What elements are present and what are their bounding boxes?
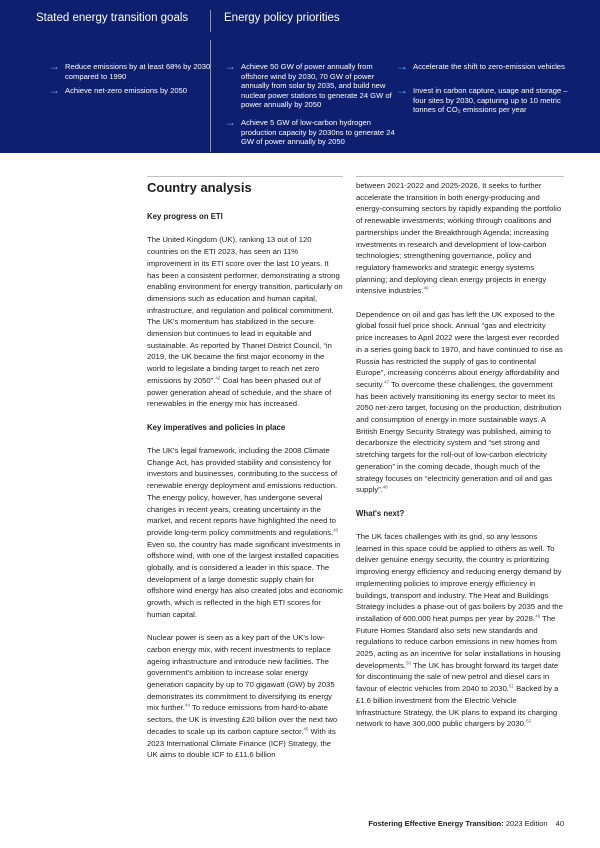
paragraph: The UK faces challenges with its grid, so any lessons learned in this space could be applied to others as well. To deliver genuine energy security, the country is prioritizing improving energy efficiency and reducing energy demand by implementing policies to improve energy efficiency in buildings, transport and industry. The Heat and Buildings Strategy includes a phase-out of gas boilers by 2035 and the installation of 600,000 heat pumps per year by 2028.49 The Future Homes Standard also sets new standards and regulations to reduce carbon emissions in new homes from 2025, acting as an incentive for solar installations in housing developments.$^{50}$ The UK has brought forward its target date for discontinuing the sale of new petrol and diesel cars in favour of electric vehicles from 2040 to 2030.51 Backed by a £1.6 billion investment from the Electric Vehicle Infrastructure Strategy, the UK plans to expand its charging network to have 300,000 public chargers by 2030.52 (356, 532, 563, 729)
goals-heading: Stated energy transition goals (36, 12, 189, 24)
column-rule (356, 176, 564, 177)
arrow-right-icon: → (224, 59, 236, 73)
priority-item: → Achieve 5 GW of low-carbon hydrogen production capacity by 2030ns to generate 24 GW of power annually by 2050 (224, 115, 395, 147)
section-heading: Key imperatives and policies in place (147, 422, 286, 432)
paragraph: The United Kingdom (UK), ranking 13 out of 120 countries on the ETI 2023, has seen an 11% improvement in its ETI score over the last 10 years. It has been a consistent performer, demonstrating a strong enabling environment for energy transition, particularly on dimensions such as education and human capital, infrastructure, and regulation and political commitment. The UK's momentum has stabilized in the secure dimension but continues to lead in equitable and sustainable. As reported by Thanet District Council, “in 2019, the UK became the first major economy in the world to legislate a binding target to reach net zero emissions by 2050”.$^{42}$ Coal has been phased out of power generation ahead of schedule, and the share of renewables in the energy mix has increased. (147, 235, 343, 409)
goal-item: → Reduce emissions by at least 68% by 2030 compared to 1990 (48, 59, 211, 81)
left-column (147, 180, 343, 773)
arrow-right-icon: → (396, 59, 408, 73)
arrow-right-icon: → (224, 115, 236, 129)
page-title: Country analysis (147, 180, 252, 195)
priority-item: → Achieve 50 GW of power annually from offshore wind by 2030, 70 GW of power annually from solar by 2035, and build new nuclear power stations to generate 24 GW of power annually by 2050 (224, 59, 392, 110)
arrow-right-icon: → (396, 83, 408, 97)
paragraph: Dependence on oil and gas has left the UK exposed to the global fossil fuel price shock. Annual “gas and electricity price increases to April 2022 were the largest ever recorded in a series going back to 1970, and have continued to rise as Russia has restricted the supply of gas to continental Europe”, increasing concerns about energy affordability and security.$^{47}$ To overcome these challenges, the government has been actively transitioning its energy sector to meet its 2050 net-zero target, focusing on the production, distribution and consumption of energy in more sustainable ways. A British Energy Security Strategy was published, aiming to decarbonize the electricity system and “set strong and stretching targets for the roll-out of low-carbon electricity generation” in the coming decade, though much of the strategy focuses on “electricity generation and oil and gas supply”.$^{48}$ (356, 309, 563, 495)
section-heading: What's next? (356, 508, 405, 518)
banner-divider (210, 10, 211, 32)
priority-item: → Accelerate the shift to zero-emission vehicles (396, 59, 565, 73)
priorities-heading: Energy policy priorities (224, 12, 340, 24)
paragraph: between 2021-2022 and 2025-2026. It seeks to further accelerate the transition in both energy-producing and energy-consuming sectors by rapidly expanding the portfolio of renewable investments; working through coalitions and partnerships under the Breakthrough Agenda; increasing investments in research and development of low-carbon technologies; strengthening governance, policy and regulatory frameworks and strategic energy systems planning; and deploying clean energy projects in energy intensive industries.$^{46}$ (356, 181, 562, 296)
right-column (356, 180, 564, 742)
summary-banner (0, 0, 600, 153)
paragraph: Nuclear power is seen as a key part of the UK's low-carbon energy mix, with recent investments to replace ageing infrastructure and introduce new facilities. The government's ambition to increase solar energy generation capacity by up to 70 gigawatt (GW) by 2035 demonstrates its commitment to diversifying its energy mix further.$^{44}$ To reduce emissions from hard-to-abate sectors, the UK is investing £20 billion over the next two decades to scale up its carbon capture sector.$^{45}$ With its 2023 International Climate Finance (ICF) Strategy, the UK aims to double ICF to £11.6 billion (147, 633, 338, 760)
page-number: 40 (555, 819, 564, 828)
arrow-right-icon: → (48, 59, 60, 73)
paragraph: The UK's legal framework, including the 2008 Climate Change Act, has provided stability and consistency for investors and businesses, contributing to the success of renewable energy deployment and emissions reduction. The energy policy, however, has undergone several changes in recent years, creating uncertainty in the market, and recent reports have highlighted the need to provide long-term policy commitments and regulations.$^{43}$ Even so, the country has made significant investments in offshore wind, with one of the largest installed capacities globally, and is considered a leader in this space. The development of a large domestic supply chain for offshore wind energy has also created jobs and economic growth, which is reflected in the high ETI scores for human capital. (147, 446, 344, 619)
banner-divider (210, 40, 211, 152)
column-rule (147, 176, 343, 177)
section-heading: Key progress on ETI (147, 212, 223, 221)
priority-item: → Invest in carbon capture, usage and storage – four sites by 2030, capturing up to 10 metric tonnes of CO₂ emissions per year (396, 83, 568, 115)
goal-item: → Achieve net-zero emissions by 2050 (48, 83, 187, 97)
arrow-right-icon: → (48, 83, 60, 97)
page-footer: Fostering Effective Energy Transition: 2023 Edition 40 (368, 819, 564, 828)
